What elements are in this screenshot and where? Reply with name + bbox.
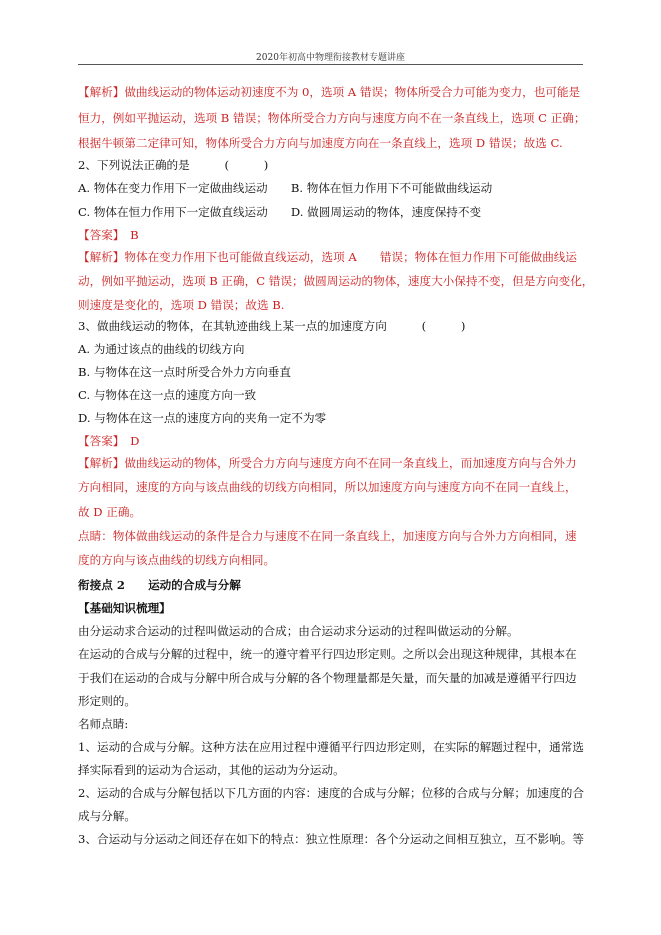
header-divider — [78, 64, 583, 65]
page-header: 2020年初高中物理衔接教材专题讲座 — [256, 53, 405, 63]
text-line-l22: 衔接点 2 运动的合成与分解 — [78, 578, 241, 592]
text-line-l4: 2、下列说法正确的是 ( ) — [78, 158, 269, 172]
text-line-l21: 度的方向与该点曲线的切线方向相同。 — [78, 553, 276, 567]
text-line-l20: 点睛：物体做曲线运动的条件是合力与速度不在同一条直线上，加速度方向与合外力方向相同，速 — [78, 529, 577, 543]
text-line-l28: 名师点睛: — [78, 717, 129, 731]
text-line-l31: 2、运动的合成与分解包括以下几方面的内容：速度的合成与分解；位移的合成与分解；加速度的合 — [78, 786, 584, 800]
text-line-l29: 1、运动的合成与分解。这种方法在应用过程中遵循平行四边形定则，在实际的解题过程中，通常选 — [78, 740, 584, 754]
text-line-l15: D. 与物体在这一点的速度方向的夹角一定不为零 — [78, 411, 327, 425]
text-line-l14: C. 与物体在这一点的速度方向一致 — [78, 388, 257, 402]
text-line-l9: 动，例如平抛运动，选项 B 正确，C 错误；做圆周运动的物体，速度大小保持不变，但是方向变化， — [78, 274, 594, 288]
text-line-l25: 在运动的合成与分解的过程中，统一的遵守着平行四边形定则。之所以会出现这种规律，其根本在 — [78, 647, 577, 661]
text-line-l6: C. 物体在恒力作用下一定做直线运动 D. 做圆周运动的物体，速度保持不变 — [78, 205, 482, 219]
text-line-l24: 由分运动求合运动的过程叫做运动的合成；由合运动求分运动的过程叫做运动的分解。 — [78, 624, 519, 638]
text-line-l1: 【解析】做曲线运动的物体运动初速度不为 0，选项 A 错误；物体所受合力可能为变力，也可能是 — [78, 85, 581, 99]
text-line-l3: 根据牛顿第二定律可知，物体所受合力方向与加速度方向在一条直线上，选项 D 错误；故选 C. — [78, 136, 563, 150]
text-line-l10: 则速度是变化的，选项 D 错误；故选 B. — [78, 298, 285, 312]
text-line-l16: 【答案】 D — [78, 434, 140, 448]
text-line-l32: 成与分解。 — [78, 809, 136, 823]
text-line-l18: 方向相同，速度的方向与该点曲线的切线方向相同，所以加速度方向与速度方向不在同一直线上， — [78, 480, 577, 494]
text-line-l11: 3、做曲线运动的物体，在其轨迹曲线上某一点的加速度方向 ( ) — [78, 319, 466, 333]
text-line-l12: A. 为通过该点的曲线的切线方向 — [78, 342, 245, 356]
text-line-l8: 【解析】物体在变力作用下也可能做直线运动，选项 A 错误；物体在恒力作用下可能做曲线运 — [78, 250, 577, 264]
text-line-l17: 【解析】做曲线运动的物体，所受合力方向与速度方向不在同一条直线上，而加速度方向与合外力 — [78, 456, 577, 470]
text-line-l2: 恒力，例如平抛运动，选项 B 错误；物体所受合力方向与速度方向不在一条直线上，选项 C 正确； — [78, 111, 586, 125]
text-line-l7: 【答案】 B — [78, 228, 139, 242]
text-line-l5: A. 物体在变力作用下一定做曲线运动 B. 物体在恒力作用下不可能做曲线运动 — [78, 181, 493, 195]
text-line-l27: 形定则的。 — [78, 694, 136, 708]
text-line-l30: 择实际看到的运动为合运动，其他的运动为分运动。 — [78, 763, 345, 777]
text-line-l13: B. 与物体在这一点时所受合外力方向垂直 — [78, 365, 291, 379]
text-line-l26: 于我们在运动的合成与分解中所合成与分解的各个物理量都是矢量，而矢量的加减是遵循平行四边 — [78, 671, 577, 685]
text-line-l19: 故 D 正确。 — [78, 505, 142, 519]
text-line-l23: 【基础知识梳理】 — [78, 601, 171, 615]
text-line-l33: 3、合运动与分运动之间还存在如下的特点：独立性原理：各个分运动之间相互独立，互不影响。等 — [78, 832, 584, 846]
